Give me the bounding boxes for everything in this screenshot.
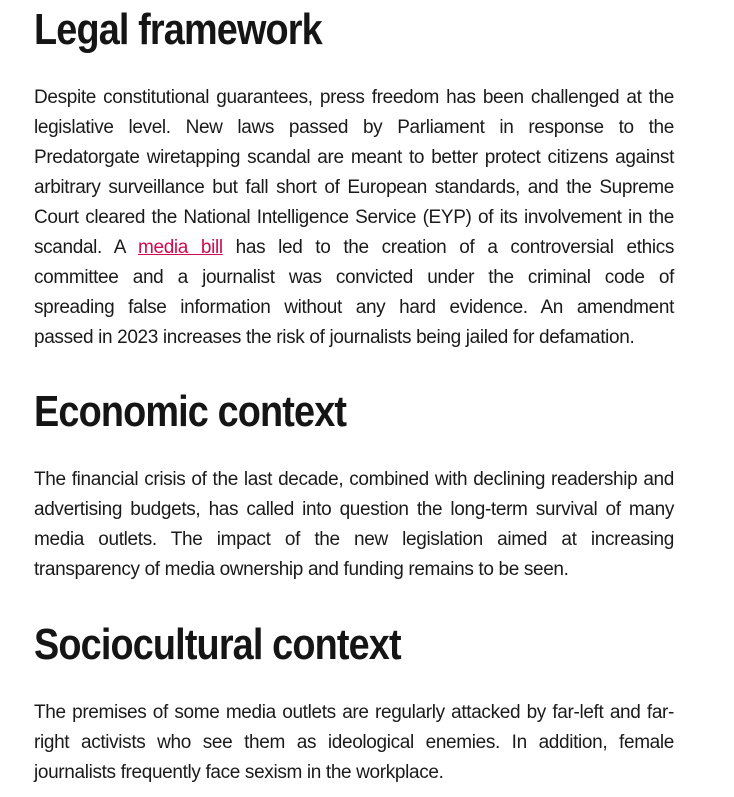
text-line: legislative level. New laws passed by Parliament in response to the bbox=[34, 117, 674, 138]
text-line-with-link bbox=[34, 233, 674, 263]
text-before-link: scandal. A bbox=[34, 237, 126, 258]
section-heading: Legal framework bbox=[34, 5, 322, 54]
section-body bbox=[34, 698, 674, 788]
section-heading: Economic context bbox=[34, 387, 347, 436]
section-body bbox=[34, 465, 674, 585]
text-line: passed in 2023 increases the risk of journalists being jailed for defamation. bbox=[34, 327, 635, 348]
text-line: Despite constitutional guarantees, press freedom has been challenged at the bbox=[34, 87, 674, 108]
section-economic-context bbox=[34, 387, 674, 436]
section-body bbox=[34, 83, 674, 353]
section-heading: Sociocultural context bbox=[34, 620, 401, 669]
section-sociocultural-context bbox=[34, 620, 674, 669]
text-after-link: has led to the creation of a controversial ethics bbox=[235, 237, 675, 258]
text-line: The financial crisis of the last decade, combined with declining readership and bbox=[34, 469, 674, 490]
text-line: transparency of media ownership and funding remains to be seen. bbox=[34, 559, 569, 580]
text-line: Predatorgate wiretapping scandal are meant to better protect citizens against bbox=[34, 147, 674, 168]
text-line: spreading false information without any hard evidence. An amendment bbox=[34, 297, 674, 318]
text-line: journalists frequently face sexism in the workplace. bbox=[34, 762, 444, 783]
text-line: arbitrary surveillance but fall short of European standards, and the Supreme bbox=[34, 177, 674, 198]
text-line: advertising budgets, has called into question the long-term survival of many bbox=[34, 499, 674, 520]
text-line: The premises of some media outlets are regularly attacked by far-left and far- bbox=[34, 702, 674, 723]
section-legal-framework bbox=[34, 5, 674, 54]
text-line: Court cleared the National Intelligence Service (EYP) of its involvement in the bbox=[34, 207, 674, 228]
media-bill-link[interactable]: media bill bbox=[138, 237, 223, 258]
text-line: right activists who see them as ideological enemies. In addition, female bbox=[34, 732, 674, 753]
text-line: media outlets. The impact of the new legislation aimed at increasing bbox=[34, 529, 674, 550]
text-line: committee and a journalist was convicted under the criminal code of bbox=[34, 267, 674, 288]
